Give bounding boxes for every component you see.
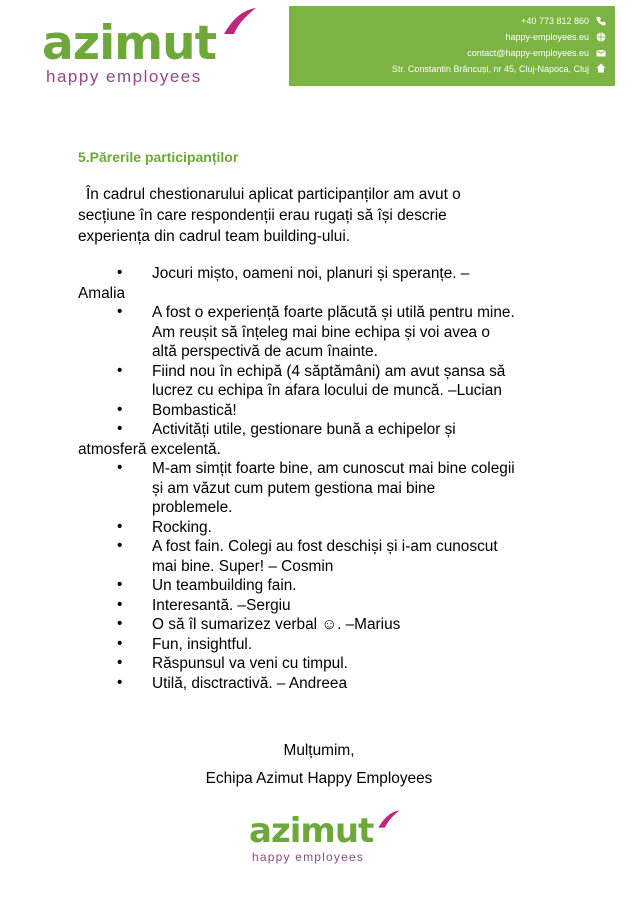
home-icon [596,63,606,73]
intro-line: experiența din cadrul team building-ului. [78,228,351,245]
feedback-text [152,401,572,421]
feedback-text [152,537,572,576]
bullet-marker: • [117,420,123,437]
bullet-marker: • [117,634,123,652]
logo-swoosh-icon [222,6,258,36]
feedback-text [152,635,572,655]
globe-icon [596,32,606,42]
feedback-text [152,264,572,284]
feedback-text [152,654,572,674]
feedback-line: Am reușit să înțeleg mai bine echipa și voi avea o [152,323,490,341]
feedback-wrap-line: atmosferă excelentă. [78,440,221,458]
footer-logo [249,808,389,868]
footer-logo-tagline: happy employees [252,850,365,864]
feedback-text [152,459,572,518]
feedback-line: M-am simțit foarte bine, am cunoscut mai bine colegii [152,460,515,477]
bullet-marker: • [117,615,123,632]
intro-paragraph [78,184,560,247]
bullet-marker: • [117,303,123,320]
intro-line: secțiune în care respondenții erau rugați să își descrie [78,207,447,224]
bullet-marker: • [117,595,123,613]
bullet-marker: • [117,400,123,418]
bullet-marker: • [117,517,123,535]
bullet-marker: • [117,576,123,593]
closing-thanks: Mulțumim, [283,742,355,759]
feedback-text [152,576,572,596]
feedback-line: Fun, insightful. [152,635,253,653]
feedback-line: altă perspectivă de acum înainte. [152,343,378,360]
feedback-line: lucrez cu echipa în afara locului de muncă. –Lucian [152,382,502,399]
feedback-line: A fost o experiență foarte plăcută și utilă pentru mine. [152,304,515,321]
logo-tagline: happy employees [46,67,202,86]
feedback-line: problemele. [152,499,233,516]
feedback-wrap-line: Amalia [78,284,126,302]
bullet-marker: • [117,459,123,476]
feedback-line: Interesantă. –Sergiu [152,596,291,614]
intro-line: În cadrul chestionarului aplicat participanților am avut o [86,186,461,203]
bullet-marker: • [117,654,123,671]
feedback-line: A fost fain. Colegi au fost deschiși și i-am cunoscut [152,538,498,555]
header-logo [42,6,257,86]
envelope-icon [596,48,606,58]
feedback-line: Jocuri mișto, oameni noi, planuri și speranțe. – [152,265,470,282]
feedback-line: și am văzut cum putem gestiona mai bine [152,479,436,497]
feedback-text [152,362,572,401]
feedback-line: Un teambuilding fain. [152,577,297,594]
feedback-line: Răspunsul va veni cu timpul. [152,655,348,672]
feedback-text [152,420,572,440]
feedback-line: mai bine. Super! – Cosmin [152,557,334,575]
feedback-line: Rocking. [152,518,212,536]
feedback-text [152,518,572,538]
contact-website: happy-employees.eu [505,32,589,42]
phone-icon [596,16,606,26]
bullet-marker: • [117,361,123,379]
logo-wordmark: azimut [42,16,217,71]
feedback-text [152,615,572,635]
feedback-line: Bombastică! [152,401,237,419]
feedback-line: Utilă, disctractivă. – Andreea [152,674,348,692]
footer-logo-swoosh-icon [377,808,401,830]
feedback-text [152,674,572,694]
feedback-text [152,596,572,616]
contact-phone: +40 773 812 860 [521,16,589,26]
feedback-line: Fiind nou în echipă (4 săptămâni) am avut șansa să [152,362,506,380]
bullet-marker: • [117,264,123,281]
contact-address: Str. Constantin Brâncuși, nr 45, Cluj-Napoca, Cluj [391,64,589,74]
feedback-text [152,303,572,362]
contact-band [289,6,615,86]
bullet-marker: • [117,673,123,691]
feedback-line: Activități utile, gestionare bună a echipelor și [152,421,456,438]
footer-logo-wordmark: azimut [249,811,374,851]
contact-email: contact@happy-employees.eu [467,48,589,58]
closing-signature: Echipa Azimut Happy Employees [205,770,433,787]
feedback-line: O să îl sumarizez verbal ☺. –Marius [152,616,401,633]
bullet-marker: • [117,537,123,554]
section-title: 5.Părerile participanților [78,149,239,165]
